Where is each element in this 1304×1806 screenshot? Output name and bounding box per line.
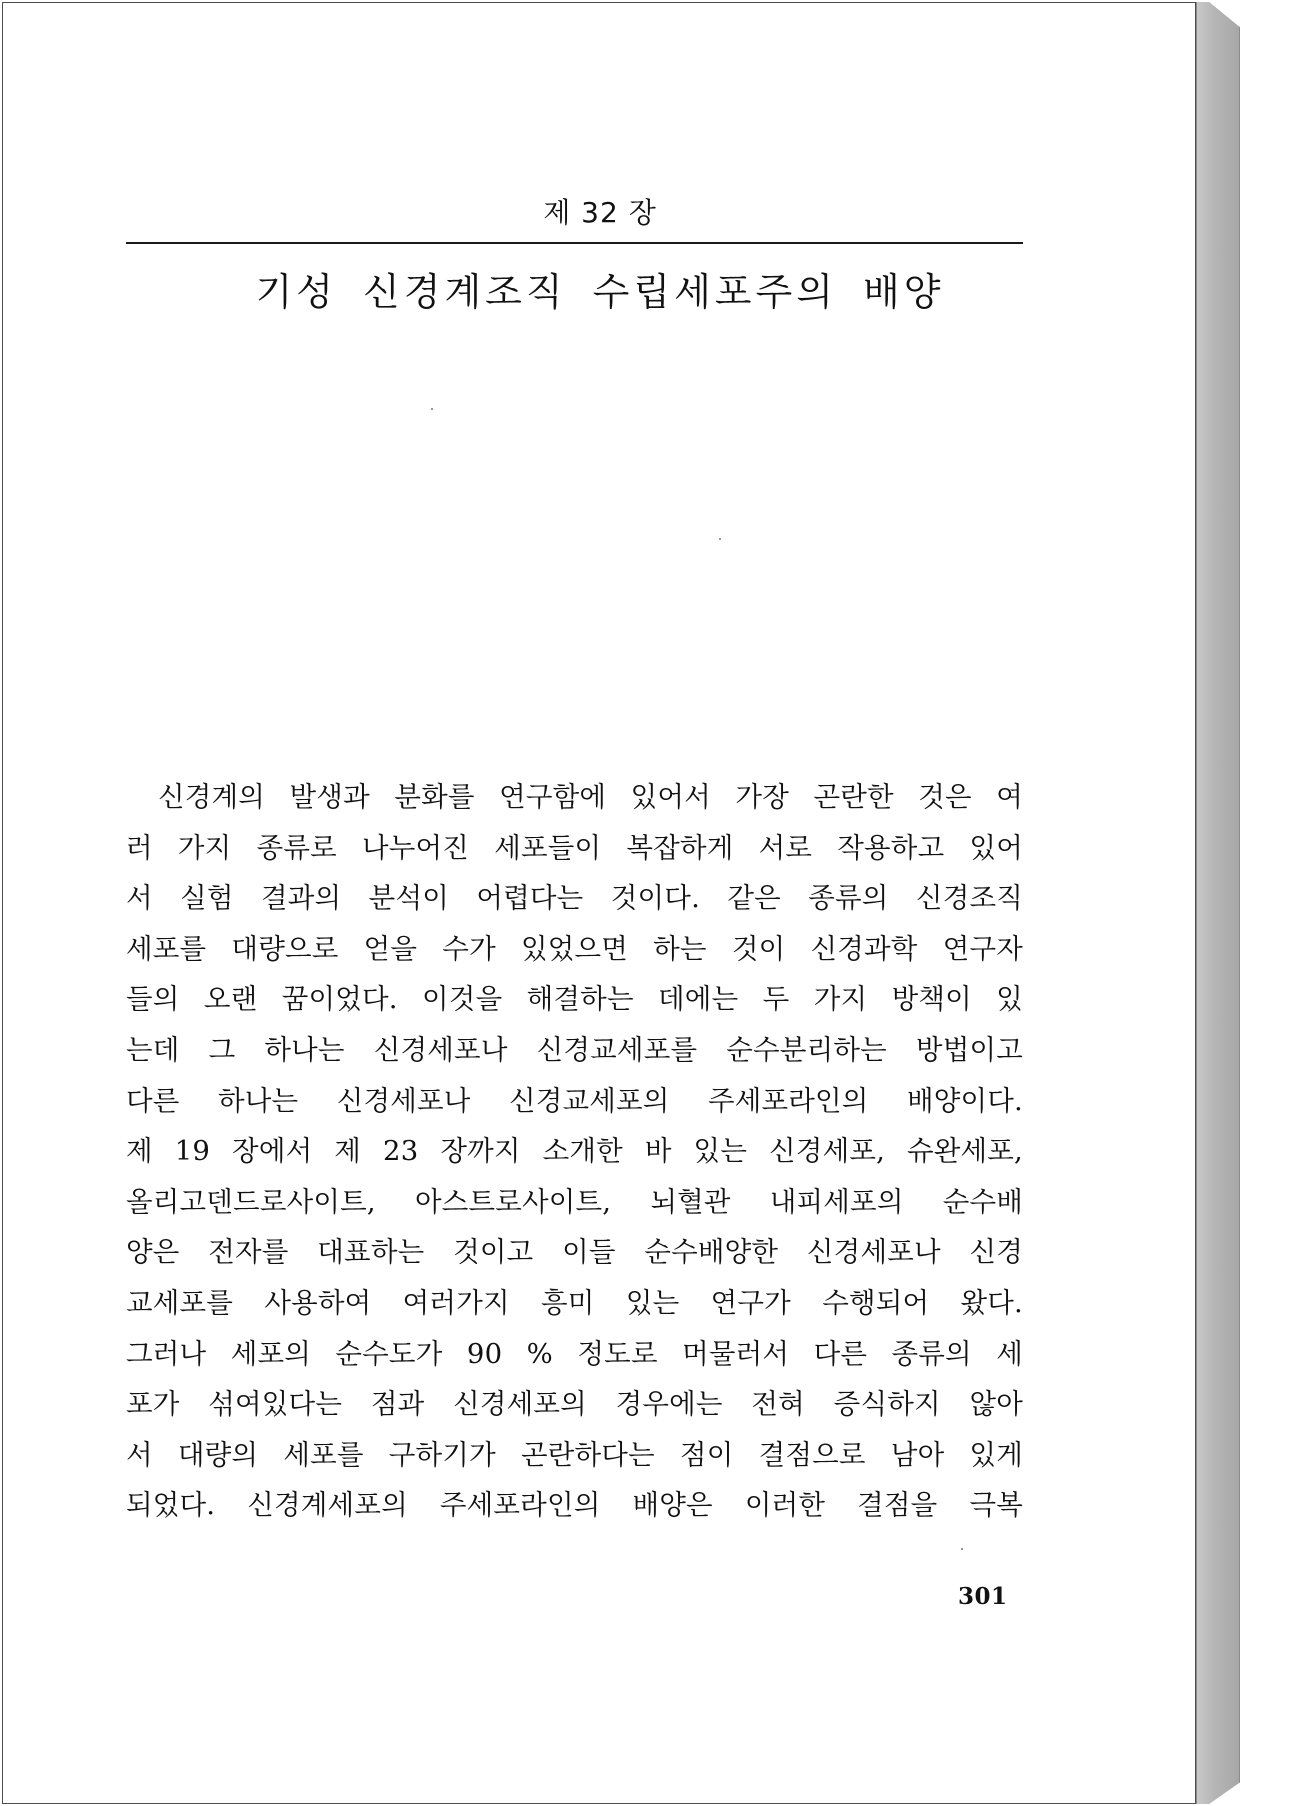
scan-speck [719, 538, 721, 540]
body-paragraph [126, 772, 1023, 1531]
scan-speck [961, 1548, 963, 1550]
text-line: 서 대량의 세포를 구하기가 곤란하다는 점이 결점으로 남아 있게 [126, 1438, 1023, 1471]
chapter-label: 제 32 장 [543, 196, 657, 229]
text-line: 그러나 세포의 순수도가 90 % 정도로 머물러서 다른 종류의 세 [126, 1337, 1023, 1370]
text-line: 다른 하나는 신경세포나 신경교세포의 주세포라인의 배양이다. [126, 1084, 1023, 1117]
text-line: 세포를 대량으로 얻을 수가 있었으면 하는 것이 신경과학 연구자 [126, 932, 1023, 965]
text-line: 올리고덴드로사이트, 아스트로사이트, 뇌혈관 내피세포의 순수배 [126, 1185, 1023, 1218]
scan-speck [431, 408, 433, 410]
text-line: 제 19 장에서 제 23 장까지 소개한 바 있는 신경세포, 슈완세포, [126, 1135, 1023, 1168]
text-line: 는데 그 하나는 신경세포나 신경교세포를 순수분리하는 방법이고 [126, 1033, 1023, 1066]
chapter-title: 기성 신경계조직 수립세포주의 배양 [255, 270, 945, 314]
text-line: 서 실험 결과의 분석이 어렵다는 것이다. 같은 종류의 신경조직 [126, 882, 1023, 915]
text-line: 들의 오랜 꿈이었다. 이것을 해결하는 데에는 두 가지 방책이 있 [126, 983, 1023, 1016]
book-page [2, 2, 1196, 1804]
chapter-rule [126, 242, 1023, 244]
text-line: 되었다. 신경계세포의 주세포라인의 배양은 이러한 결점을 극복 [126, 1489, 1023, 1522]
text-line: 신경계의 발생과 분화를 연구함에 있어서 가장 곤란한 것은 여 [158, 781, 1023, 813]
text-line: 양은 전자를 대표하는 것이고 이들 순수배양한 신경세포나 신경 [126, 1236, 1023, 1269]
text-line: 교세포를 사용하여 여러가지 흥미 있는 연구가 수행되어 왔다. [126, 1286, 1023, 1319]
text-line: 러 가지 종류로 나누어진 세포들이 복잡하게 서로 작용하고 있어 [126, 831, 1023, 864]
page-number: 301 [958, 1583, 1008, 1610]
page-edge-stack [1196, 2, 1240, 1804]
text-line: 포가 섞여있다는 점과 신경세포의 경우에는 전혀 증식하지 않아 [126, 1388, 1023, 1421]
